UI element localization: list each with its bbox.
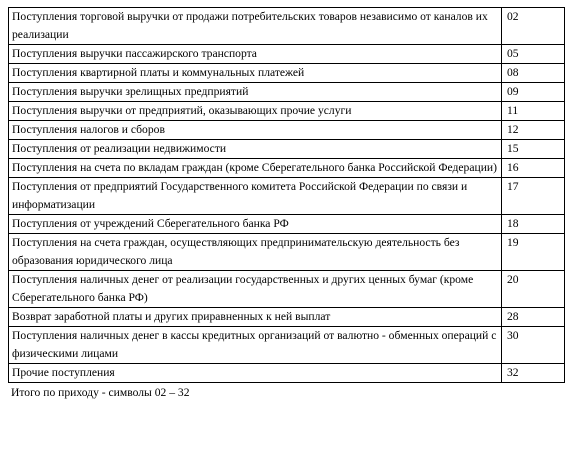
document-page <box>8 7 566 402</box>
receipt-type-cell: Прочие поступления <box>9 364 502 383</box>
table-row <box>9 159 565 178</box>
symbol-code-cell: 18 <box>502 215 565 234</box>
symbol-code-cell: 12 <box>502 121 565 140</box>
receipt-type-cell: Поступления от предприятий Государственного комитета Российской Федерации по связи и информатизации <box>9 178 502 215</box>
receipt-type-cell: Поступления выручки зрелищных предприятий <box>9 83 502 102</box>
table-row <box>9 327 565 364</box>
receipt-type-cell: Возврат заработной платы и других приравненных к ней выплат <box>9 308 502 327</box>
table-row <box>9 102 565 121</box>
table-row <box>9 64 565 83</box>
symbol-code-cell: 11 <box>502 102 565 121</box>
table-row <box>9 308 565 327</box>
table-body <box>9 8 565 383</box>
total-line: Итого по приходу - символы 02 – 32 <box>11 386 190 399</box>
symbol-code-cell: 05 <box>502 45 565 64</box>
symbol-code-cell: 28 <box>502 308 565 327</box>
symbol-code-cell: 16 <box>502 159 565 178</box>
table-row <box>9 234 565 271</box>
receipt-type-cell: Поступления от реализации недвижимости <box>9 140 502 159</box>
table-row <box>9 45 565 64</box>
table-row <box>9 121 565 140</box>
symbol-code-cell: 09 <box>502 83 565 102</box>
receipt-type-cell: Поступления на счета граждан, осуществляющих предпринимательскую деятельность без образования юридического лица <box>9 234 502 271</box>
receipt-type-cell: Поступления торговой выручки от продажи потребительских товаров независимо от каналов их реализации <box>9 8 502 45</box>
receipt-type-cell: Поступления выручки от предприятий, оказывающих прочие услуги <box>9 102 502 121</box>
cash-symbols-table <box>8 7 565 383</box>
symbol-code-cell: 15 <box>502 140 565 159</box>
table-row <box>9 364 565 383</box>
symbol-code-cell: 02 <box>502 8 565 45</box>
receipt-type-cell: Поступления выручки пассажирского транспорта <box>9 45 502 64</box>
receipt-type-cell: Поступления от учреждений Сберегательного банка РФ <box>9 215 502 234</box>
table-row <box>9 178 565 215</box>
symbol-code-cell: 30 <box>502 327 565 364</box>
table-row <box>9 271 565 308</box>
receipt-type-cell: Поступления квартирной платы и коммунальных платежей <box>9 64 502 83</box>
receipt-type-cell: Поступления наличных денег в кассы кредитных организаций от валютно - обменных операций с физическими лицами <box>9 327 502 364</box>
receipt-type-cell: Поступления на счета по вкладам граждан (кроме Сберегательного банка Российской Федерации) <box>9 159 502 178</box>
table-row <box>9 8 565 45</box>
symbol-code-cell: 08 <box>502 64 565 83</box>
symbol-code-cell: 17 <box>502 178 565 215</box>
receipt-type-cell: Поступления налогов и сборов <box>9 121 502 140</box>
table-row <box>9 83 565 102</box>
table-row <box>9 140 565 159</box>
symbol-code-cell: 32 <box>502 364 565 383</box>
symbol-code-cell: 19 <box>502 234 565 271</box>
table-row <box>9 215 565 234</box>
receipt-type-cell: Поступления наличных денег от реализации государственных и других ценных бумаг (кроме Сберегательного банка РФ) <box>9 271 502 308</box>
symbol-code-cell: 20 <box>502 271 565 308</box>
